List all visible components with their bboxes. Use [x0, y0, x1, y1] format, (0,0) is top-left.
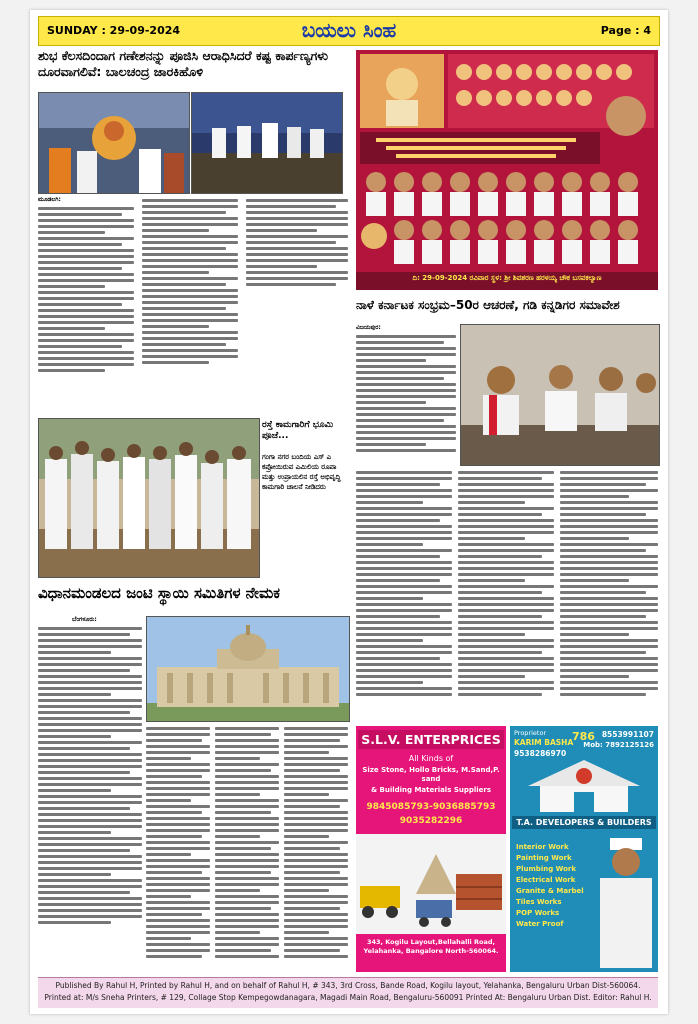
ta-proprietor-label: Proprietor: [514, 729, 547, 737]
masthead-date: SUNDAY : 29-09-2024: [47, 24, 181, 37]
ta-service: Interior Work: [516, 843, 569, 851]
bricks-truck-image: [356, 834, 506, 934]
slv-sub3: & Building Materials Suppliers: [370, 786, 492, 794]
road-work-ground-breaking-image: [39, 419, 259, 577]
article3-headline: ನಾಳೆ ಕರ್ನಾಟಕ ಸಂಭ್ರಮ–50ರ ಆಚರಣೆ, ಗಡಿ ಕನ್ನಡಿಗರ ಸಮಾವೇಶ: [356, 298, 620, 312]
article1-lead: ಮೂಡಲಗಿ:: [38, 196, 61, 203]
ta-service: Painting Work: [516, 854, 572, 862]
article1-body: [38, 196, 348, 414]
ta-service: Plumbing Work: [516, 865, 577, 873]
article3-body-top: [356, 324, 456, 464]
ta-services-list: [516, 842, 596, 930]
slv-enterprises-ad: [356, 726, 506, 972]
ta-service: Water Proof: [516, 920, 564, 928]
footer-line-1: Published By Rahul H, Printed by Rahul H, and on behalf of Rahul H, # 343, 3rd Cross, Bande Road, Kogilu layout, Yelahanka, Bengaluru Urban Dist-560064.: [55, 981, 641, 990]
article1-photo-left: [38, 92, 190, 194]
article1-headline: ಶುಭ ಕೆಲಸದಿಂದಾಗ ಗಣೇಶನನ್ನು ಪೂಜಿಸಿ ಆರಾಧಿಸಿದರೆ ಕಷ್ಟ ಕಾರ್ಪಣ್ಯಗಳು ದೂರವಾಗಲಿವೆ: ಬಾಲಚಂದ್ರ ಜಾರಕಿಹೊಳಿ: [38, 48, 329, 79]
newspaper-page: [30, 10, 668, 1014]
ta-service: Electrical Work: [516, 876, 576, 884]
slv-address: 343, Kogilu Layout,Bellahalli Road, Yelahanka, Bangalore North-560064.: [363, 938, 499, 955]
slv-phone2: 9035282296: [399, 816, 463, 826]
ta-owner-phone: 9538286970: [514, 749, 567, 758]
vidhana-soudha-building-image: [147, 617, 349, 721]
article1-photo-right: [191, 92, 343, 194]
ta-number: 786: [572, 730, 595, 743]
ta-service: POP Works: [516, 909, 560, 917]
imprint-footer: [38, 977, 658, 1008]
masthead-page-number: Page : 4: [600, 24, 651, 37]
press-meet-image: [461, 325, 659, 465]
ta-mob2: Mob: 7892125126: [583, 741, 654, 749]
article3-lead: ವಿಜಯಪುರ:: [356, 324, 381, 331]
article2-photo: [38, 418, 260, 578]
banner-date-line: ದಿ: 29-09-2024 ರವಿವಾರ ಸ್ಥಳ: ಶ್ರೀ ಶಿವಶರಣ ಹರಳಯ್ಯ ಚೌಕ ಬಸವಕಲ್ಯಾಣ: [412, 274, 602, 282]
ta-service: Tiles Works: [516, 898, 562, 906]
article3-photo: [460, 324, 660, 466]
masthead: [38, 16, 660, 46]
article4-photo: [146, 616, 350, 722]
article4-body-right: [146, 724, 348, 976]
ta-developers-ad: [510, 726, 658, 972]
ta-house-logo-image: [510, 756, 658, 814]
ta-owner-portrait-image: [596, 838, 656, 968]
article2-caption: ಗಂಗಾ ನಗರ ಬಂದಿಯ ಎಸ್ ಎ ಕಪ್ರೋಯಿರುವ ಎಮಿಲಿಯ ರೂಪಾ ಮತ್ತು ಉಪ್ರಾಯಲಿನ ರಸ್ತೆ ಅಭಿವೃದ್ಧಿ ಕಾಮಗಾರಿ ಚಾಲನೆ ನೀಡಿದರು: [262, 453, 341, 491]
slv-sub2: Size Stone, Hollo Bricks, M.Sand,P. sand: [362, 766, 500, 783]
slv-phone1: 9845085793-9036885793: [366, 802, 496, 812]
article4-headline: ವಿಧಾನಮಂಡಲದ ಜಂಟಿ ಸ್ಥಾಯಿ ಸಮಿತಿಗಳ ನೇಮಕ: [38, 584, 280, 602]
stage-event-image: [192, 93, 342, 193]
footer-line-2: Printed at: M/s Sneha Printers, # 129, Collage Stop Kempegowdanagara, Magadi Main Road, Bengaluru-560091 Printed At: Bengaluru Urban Dist. Editor: Rahul H.: [44, 993, 652, 1002]
event-banner-ad: [356, 50, 658, 290]
slv-name: S.L.V. ENTERPRICES: [358, 730, 504, 749]
article2-headline: ರಸ್ತೆ ಕಾಮಗಾರಿಗೆ ಭೂಮಿ ಪೂಜೆ...: [262, 420, 334, 442]
banner-portraits-image: [356, 50, 658, 290]
ta-brand: T.A. DEVELOPERS & BUILDERS: [512, 816, 656, 829]
ta-mob1: 8553991107: [601, 730, 654, 739]
ta-owner-name: KARIM BASHA: [514, 738, 574, 747]
article3-body-bottom: [356, 468, 658, 718]
article4-lead: ಬೆಂಗಳೂರು:: [72, 616, 97, 623]
slv-sub1: All Kinds of: [408, 754, 454, 763]
ganesha-ceremony-image: [39, 93, 189, 193]
article4-body-left: [38, 616, 142, 976]
ta-service: Granite & Marbel: [516, 887, 584, 895]
masthead-title: ಬಯಲು ಸಿಂಹ: [301, 18, 397, 42]
